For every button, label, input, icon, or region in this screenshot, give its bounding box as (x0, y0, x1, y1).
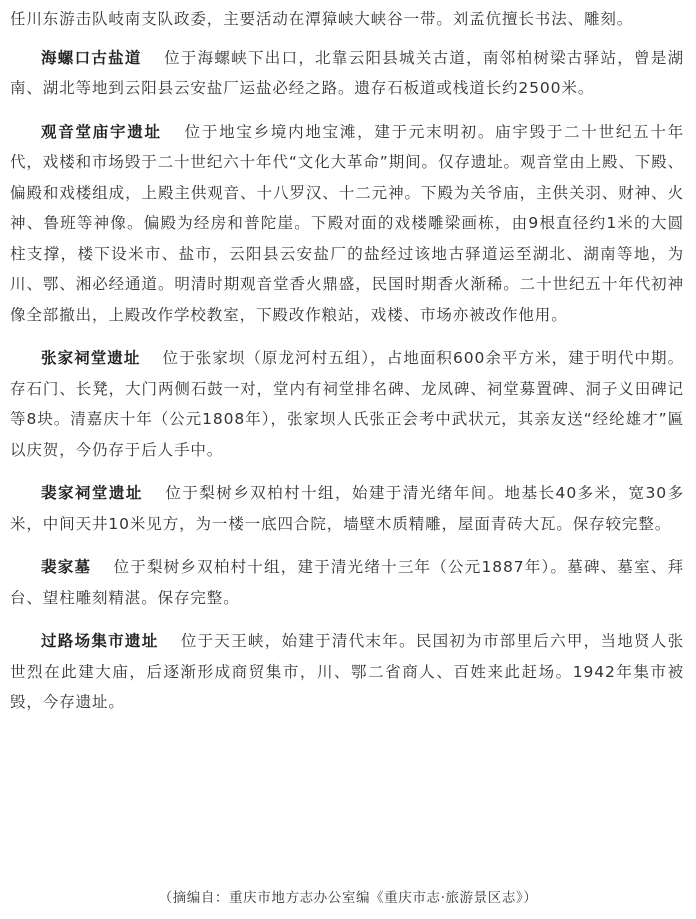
entry-text: 位于海螺峡下出口，北靠云阳县城关古道，南邻柏树梁古驿站，曾是湖南、湖北等地到云阳县云安盐厂运盐必经之路。遗存石板道或栈道长约2500米。 (10, 48, 684, 97)
entry-pei-ancestral-hall-site (10, 478, 684, 539)
entry-guoluchang-market-site (10, 626, 684, 718)
entry-title: 裴家祠堂遗址 (41, 484, 143, 502)
entry-text: 位于地宝乡境内地宝滩，建于元末明初。庙宇毁于二十世纪五十年代，戏楼和市场毁于二十世纪六十年代“文化大革命”期间。仅存遗址。观音堂由上殿、下殿、偏殿和戏楼组成，上殿主供观音、十八罗汉、十二元神。下殿为关爷庙，主供关羽、财神、火神、鲁班等神像。偏殿为经房和普陀崖。下殿对面的戏楼雕梁画栋，由9根直径约1米的大圆柱支撑，楼下设米市、盐市，云阳县云安盐厂的盐经过该地古驿道运至湖北、湖南等地，为川、鄂、湘必经通道。明清时期观音堂香火鼎盛，民国时期香火渐稀。二十世纪五十年代初神像全部撤出，上殿改作学校教室，下殿改作粮站，戏楼、市场亦被改作他用。 (10, 122, 684, 324)
entry-text: 位于梨树乡双柏村十组，建于清光绪十三年（公元1887年）。墓碑、墓室、拜台、望柱雕刻精湛。保存完整。 (10, 558, 684, 607)
entry-zhang-ancestral-hall-site (10, 343, 684, 465)
entry-title: 过路场集市遗址 (41, 632, 159, 650)
intro-paragraph: 任川东游击队岐南支队政委，主要活动在潭獐峡大峡谷一带。刘孟伉擅长书法、雕刻。 (10, 10, 634, 28)
entry-pei-family-tomb (10, 552, 684, 613)
entry-title: 海螺口古盐道 (41, 48, 142, 67)
entry-guanyintang-temple-site (10, 117, 684, 331)
entry-title: 裴家墓 (41, 558, 92, 576)
entry-text: 位于天王峡，始建于清代末年。民国初为市部里后六甲，当地贤人张世烈在此建大庙，后逐渐形成商贸集市，川、鄂二省商人、百姓来此赶场。1942年集市被毁，今存遗址。 (10, 632, 684, 711)
entry-text: 位于梨树乡双柏村十组，始建于清光绪年间。地基长40多米，宽30多米，中间天井10米见方，为一楼一底四合院，墙壁木质精雕，屋面青砖大瓦。保存较完整。 (10, 484, 684, 533)
source-citation: （摘编自：重庆市地方志办公室编《重庆市志·旅游景区志》） (158, 890, 538, 906)
entry-text: 位于张家坝（原龙河村五组），占地面积600余平方米，建于明代中期。存石门、长凳，大门两侧石鼓一对，堂内有祠堂排名碑、龙凤碑、祠堂募置碑、洞子义田碑记等8块。清嘉庆十年（公元1808年），张家坝人氏张正会考中武状元，其亲友送“经纶雄才”匾以庆贺，今仍存于后人手中。 (10, 349, 684, 459)
entry-hailuokou-salt-road (10, 43, 684, 104)
entry-title: 观音堂庙宇遗址 (41, 122, 162, 141)
entry-title: 张家祠堂遗址 (41, 349, 141, 367)
